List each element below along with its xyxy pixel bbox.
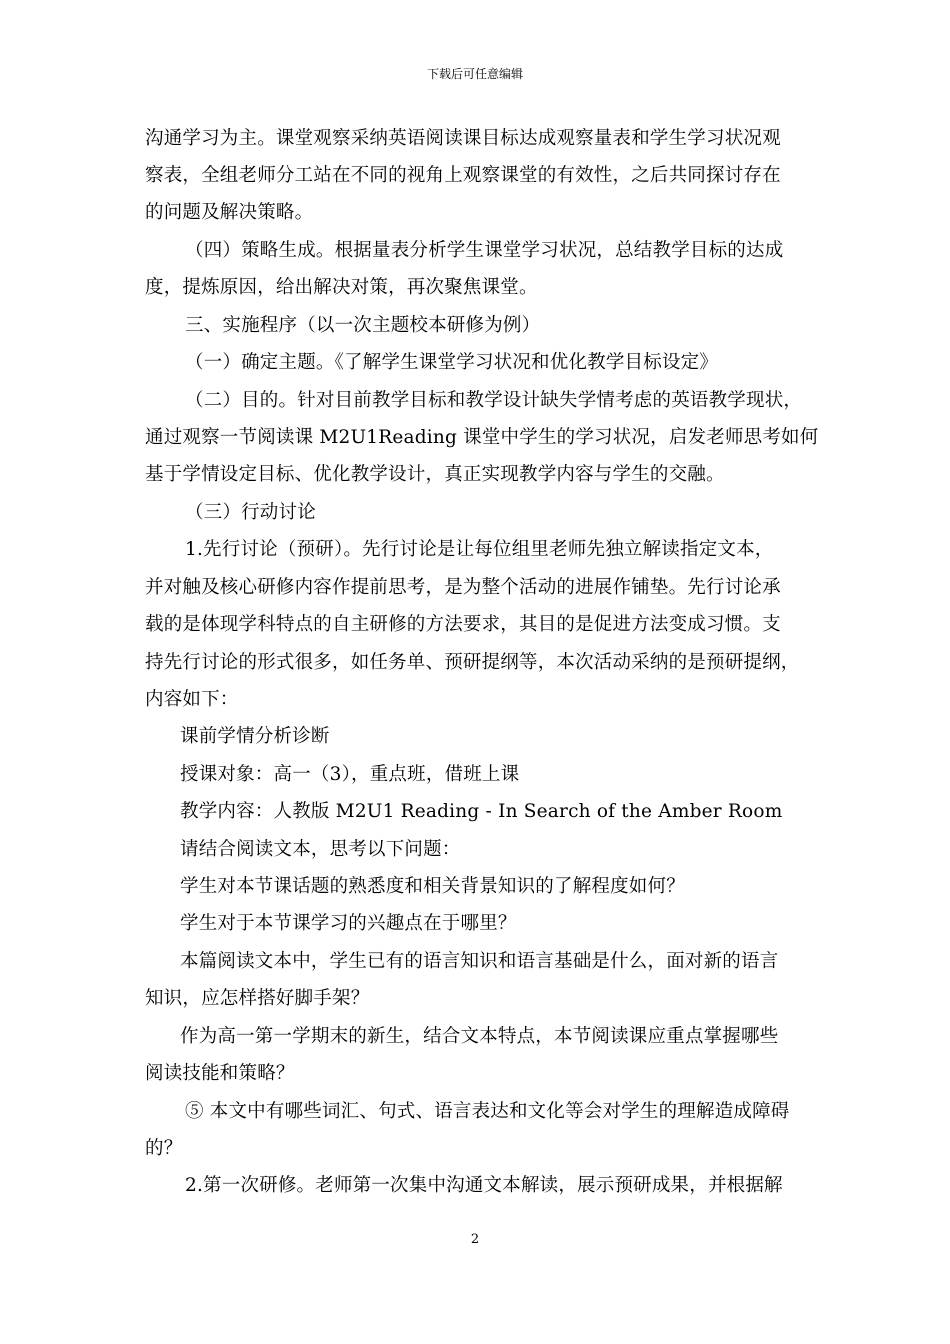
text-line: （四）策略生成。根据量表分析学生课堂学习状况，总结教学目标的达成 <box>185 240 784 261</box>
text-line: 1.先行讨论（预研）。先行讨论是让每位组里老师先独立解读指定文本， <box>185 539 774 560</box>
page-header: 下载后可任意编辑 <box>426 67 523 81</box>
question-item: 学生对于本节课学习的兴趣点在于哪里？ <box>180 913 517 934</box>
question-item: 学生对本节课话题的熟悉度和相关背景知识的了解程度如何？ <box>180 876 685 897</box>
question-item: 本篇阅读文本中，学生已有的语言知识和语言基础是什么，面对新的语言 <box>180 951 779 972</box>
text-line: 的？ <box>145 1138 183 1159</box>
text-line: （一）确定主题。《了解学生课堂学习状况和优化教学目标设定》 <box>185 352 719 373</box>
text-line: 载的是体现学科特点的自主研修的方法要求，其目的是促进方法变成习惯。支 <box>145 614 781 635</box>
text-line: 的问题及解决策略。 <box>145 202 314 223</box>
section-heading: 三、实施程序（以一次主题校本研修为例） <box>185 315 541 336</box>
text-line: 度，提炼原因，给出解决对策，再次聚焦课堂。 <box>145 277 538 298</box>
text-line: 持先行讨论的形式很多，如任务单、预研提纲等，本次活动采纳的是预研提纲， <box>145 652 800 673</box>
text-line: 知识，应怎样搭好脚手架？ <box>145 988 370 1009</box>
outline-title: 课前学情分析诊断 <box>180 726 330 747</box>
text-line: 请结合阅读文本，思考以下问题： <box>180 839 461 860</box>
text-line: （三）行动讨论 <box>185 502 316 523</box>
question-item: 作为高一第一学期末的新生，结合文本特点，本节阅读课应重点掌握哪些 <box>180 1026 779 1047</box>
text-line: 沟通学习为主。课堂观察采纳英语阅读课目标达成观察量表和学生学习状况观 <box>145 128 781 149</box>
question-item: ⑤ 本文中有哪些词汇、句式、语言表达和文化等会对学生的理解造成障碍 <box>185 1101 790 1122</box>
text-line: 通过观察一节阅读课 M2U1Reading 课堂中学生的学习状况，启发老师思考如何 <box>145 427 819 448</box>
text-line: 内容如下： <box>145 689 239 710</box>
text-line: 教学内容：人教版 M2U1 Reading - In Search of the Amber Room <box>180 801 783 822</box>
text-line: （二）目的。针对目前教学目标和教学设计缺失学情考虑的英语教学现状， <box>185 390 803 411</box>
text-line: 2.第一次研修。老师第一次集中沟通文本解读，展示预研成果，并根据解 <box>185 1175 783 1196</box>
text-line: 阅读技能和策略？ <box>145 1063 295 1084</box>
text-line: 授课对象：高一（3），重点班，借班上课 <box>180 764 520 785</box>
page-number: 2 <box>470 1232 480 1247</box>
text-line: 并对触及核心研修内容作提前思考，是为整个活动的进展作铺垫。先行讨论承 <box>145 577 781 598</box>
text-line: 察表，全组老师分工站在不同的视角上观察课堂的有效性，之后共同探讨存在 <box>145 165 781 186</box>
text-line: 基于学情设定目标、优化教学设计，真正实现教学内容与学生的交融。 <box>145 464 725 485</box>
